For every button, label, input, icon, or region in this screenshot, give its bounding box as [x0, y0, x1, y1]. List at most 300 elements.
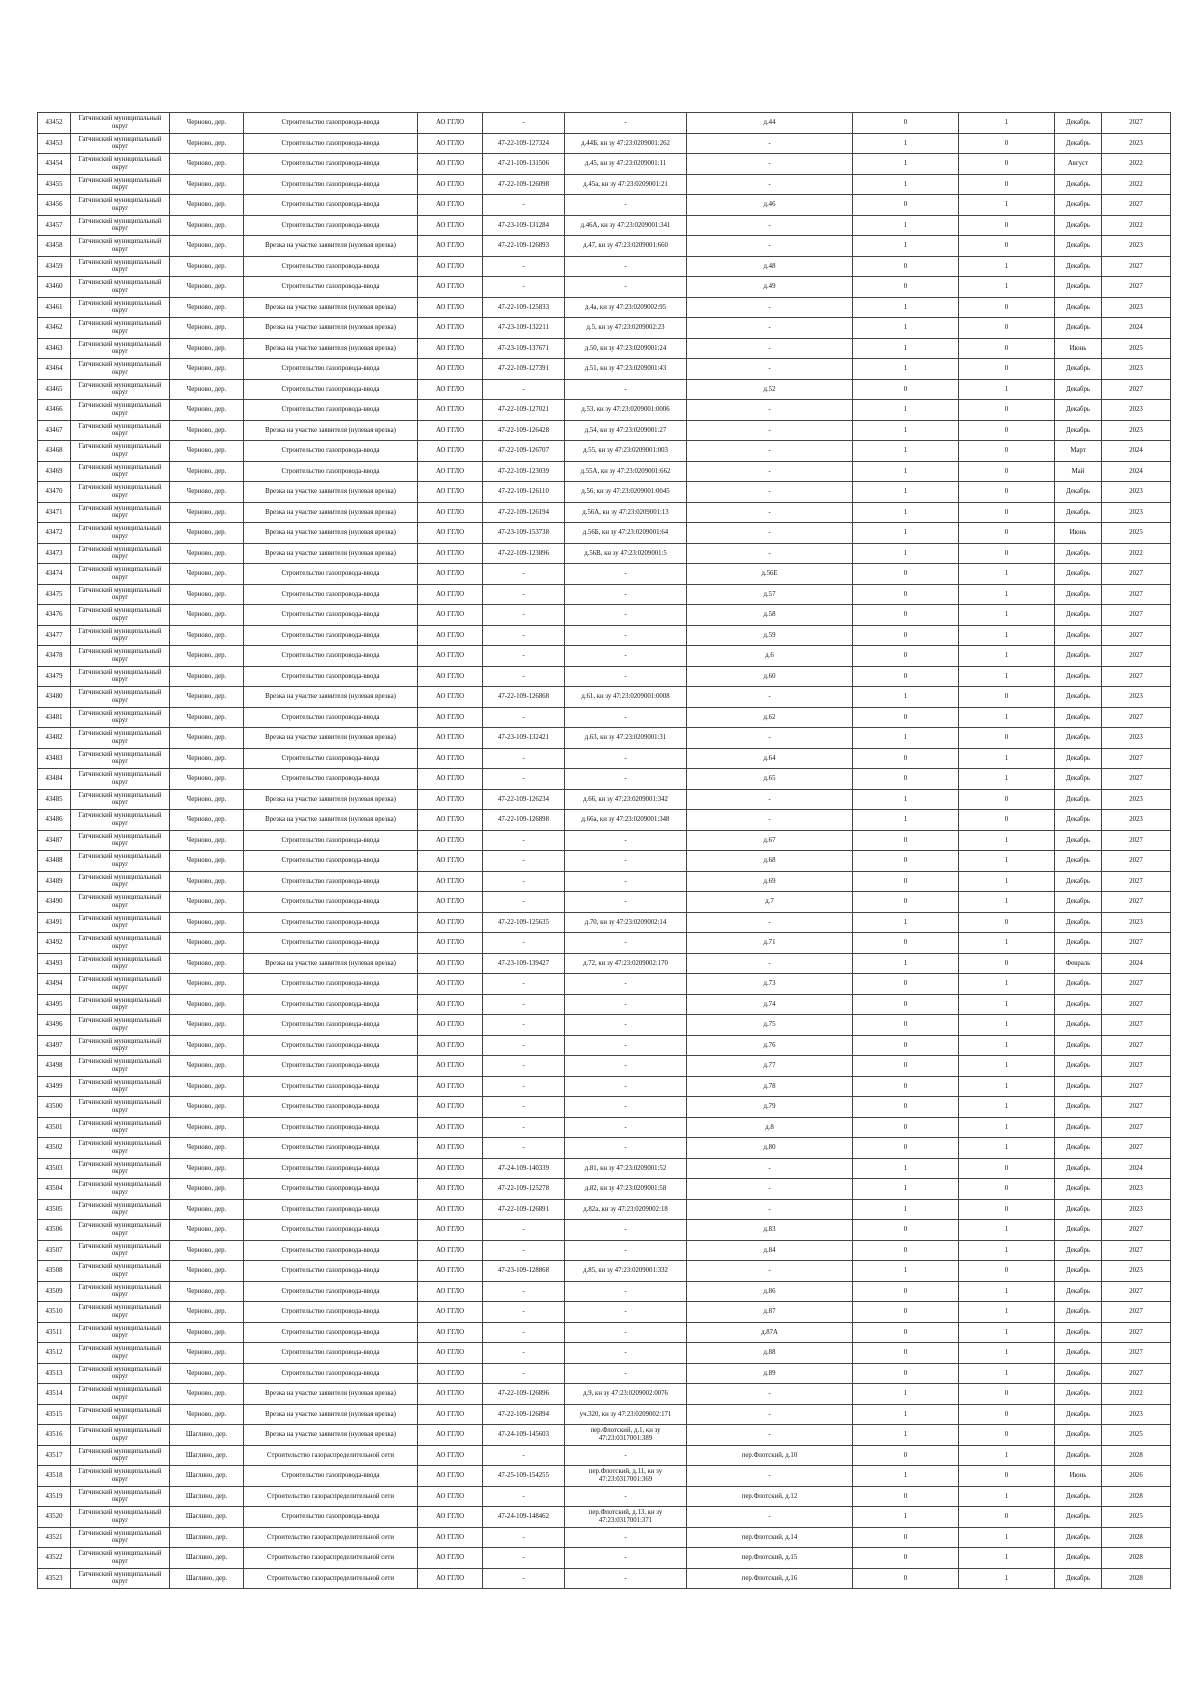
table-row: [38, 1384, 1171, 1405]
table-row: [38, 1220, 1171, 1241]
land-plot-address-cell: д.54, кн зу 47:23:0209001:27: [565, 420, 687, 441]
municipal-district-cell: Гатчинский муниципальный округ: [71, 625, 170, 646]
completion-year-cell: 2027: [1102, 1240, 1171, 1261]
settlement-cell: Черново, дер.: [170, 215, 244, 236]
settlement-cell: Черново, дер.: [170, 810, 244, 831]
completion-year-cell: 2027: [1102, 1117, 1171, 1138]
table-row: [38, 871, 1171, 892]
land-plot-address-cell: д.47, кн зу 47:23:0209001:660: [565, 236, 687, 257]
row-number-cell: 43513: [38, 1363, 71, 1384]
planned-count-cell: 1: [959, 1343, 1055, 1364]
completion-year-cell: 2027: [1102, 113, 1171, 134]
municipal-district-cell: Гатчинский муниципальный округ: [71, 543, 170, 564]
settlement-cell: Черново, дер.: [170, 338, 244, 359]
planned-address-cell: д.57: [687, 584, 853, 605]
planned-address-cell: д.87А: [687, 1322, 853, 1343]
municipal-district-cell: Гатчинский муниципальный округ: [71, 564, 170, 585]
completion-month-cell: Декабрь: [1055, 1302, 1102, 1323]
connected-count-cell: 1: [853, 687, 959, 708]
completion-year-cell: 2027: [1102, 1343, 1171, 1364]
table-row: [38, 154, 1171, 175]
planned-count-cell: 0: [959, 400, 1055, 421]
operator-cell: АО ГГЛО: [418, 1548, 483, 1569]
land-plot-address-cell: -: [565, 851, 687, 872]
completion-year-cell: 2023: [1102, 359, 1171, 380]
row-number-cell: 43508: [38, 1261, 71, 1282]
row-number-cell: 43503: [38, 1158, 71, 1179]
planned-count-cell: 1: [959, 625, 1055, 646]
land-plot-address-cell: -: [565, 1117, 687, 1138]
completion-year-cell: 2026: [1102, 1466, 1171, 1487]
application-number-cell: 47-22-109-127021: [483, 400, 565, 421]
settlement-cell: Черново, дер.: [170, 748, 244, 769]
land-plot-address-cell: д.9, кн зу 47:23:0209002:0076: [565, 1384, 687, 1405]
planned-address-cell: -: [687, 482, 853, 503]
operator-cell: АО ГГЛО: [418, 830, 483, 851]
planned-count-cell: 0: [959, 953, 1055, 974]
municipal-district-cell: Гатчинский муниципальный округ: [71, 420, 170, 441]
land-plot-address-cell: -: [565, 1076, 687, 1097]
row-number-cell: 43487: [38, 830, 71, 851]
completion-year-cell: 2022: [1102, 1384, 1171, 1405]
row-number-cell: 43486: [38, 810, 71, 831]
work-type-cell: Врезка на участке заявителя (нулевая врезка): [244, 953, 418, 974]
planned-address-cell: пер.Флотский, д.10: [687, 1445, 853, 1466]
row-number-cell: 43482: [38, 728, 71, 749]
completion-year-cell: 2023: [1102, 400, 1171, 421]
planned-count-cell: 0: [959, 133, 1055, 154]
work-type-cell: Врезка на участке заявителя (нулевая врезка): [244, 523, 418, 544]
municipal-district-cell: Гатчинский муниципальный округ: [71, 1138, 170, 1159]
work-type-cell: Врезка на участке заявителя (нулевая врезка): [244, 297, 418, 318]
operator-cell: АО ГГЛО: [418, 1363, 483, 1384]
completion-month-cell: Декабрь: [1055, 584, 1102, 605]
completion-year-cell: 2027: [1102, 871, 1171, 892]
settlement-cell: Черново, дер.: [170, 1240, 244, 1261]
table-row: [38, 482, 1171, 503]
completion-year-cell: 2027: [1102, 666, 1171, 687]
municipal-district-cell: Гатчинский муниципальный округ: [71, 1548, 170, 1569]
completion-month-cell: Декабрь: [1055, 1384, 1102, 1405]
municipal-district-cell: Гатчинский муниципальный округ: [71, 1445, 170, 1466]
connected-count-cell: 0: [853, 1138, 959, 1159]
operator-cell: АО ГГЛО: [418, 174, 483, 195]
operator-cell: АО ГГЛО: [418, 1466, 483, 1487]
completion-month-cell: Декабрь: [1055, 974, 1102, 995]
operator-cell: АО ГГЛО: [418, 400, 483, 421]
work-type-cell: Строительство газопровода-ввода: [244, 1343, 418, 1364]
settlement-cell: Черново, дер.: [170, 1199, 244, 1220]
operator-cell: АО ГГЛО: [418, 687, 483, 708]
connected-count-cell: 1: [853, 1466, 959, 1487]
land-plot-address-cell: д.66, кн зу 47:23:0209001:342: [565, 789, 687, 810]
municipal-district-cell: Гатчинский муниципальный округ: [71, 154, 170, 175]
table-row: [38, 400, 1171, 421]
connected-count-cell: 0: [853, 851, 959, 872]
table-row: [38, 359, 1171, 380]
planned-address-cell: д.62: [687, 707, 853, 728]
planned-count-cell: 0: [959, 1425, 1055, 1446]
completion-year-cell: 2027: [1102, 933, 1171, 954]
operator-cell: АО ГГЛО: [418, 1425, 483, 1446]
settlement-cell: Черново, дер.: [170, 584, 244, 605]
planned-count-cell: 1: [959, 748, 1055, 769]
municipal-district-cell: Гатчинский муниципальный округ: [71, 1117, 170, 1138]
land-plot-address-cell: -: [565, 379, 687, 400]
completion-year-cell: 2027: [1102, 256, 1171, 277]
application-number-cell: 47-22-109-123896: [483, 543, 565, 564]
completion-month-cell: Декабрь: [1055, 1015, 1102, 1036]
planned-count-cell: 1: [959, 1097, 1055, 1118]
completion-year-cell: 2027: [1102, 195, 1171, 216]
planned-address-cell: д.86: [687, 1281, 853, 1302]
land-plot-address-cell: -: [565, 769, 687, 790]
work-type-cell: Строительство газопровода-ввода: [244, 1281, 418, 1302]
application-number-cell: -: [483, 584, 565, 605]
row-number-cell: 43518: [38, 1466, 71, 1487]
operator-cell: АО ГГЛО: [418, 584, 483, 605]
planned-count-cell: 0: [959, 236, 1055, 257]
table-row: [38, 974, 1171, 995]
connected-count-cell: 0: [853, 379, 959, 400]
row-number-cell: 43511: [38, 1322, 71, 1343]
work-type-cell: Строительство газопровода-ввода: [244, 113, 418, 134]
land-plot-address-cell: -: [565, 994, 687, 1015]
municipal-district-cell: Гатчинский муниципальный округ: [71, 933, 170, 954]
connected-count-cell: 0: [853, 707, 959, 728]
row-number-cell: 43491: [38, 912, 71, 933]
land-plot-address-cell: -: [565, 974, 687, 995]
settlement-cell: Черново, дер.: [170, 318, 244, 339]
work-type-cell: Врезка на участке заявителя (нулевая врезка): [244, 543, 418, 564]
land-plot-address-cell: -: [565, 1281, 687, 1302]
row-number-cell: 43510: [38, 1302, 71, 1323]
land-plot-address-cell: д.50, кн зу 47:23:0209001:24: [565, 338, 687, 359]
land-plot-address-cell: -: [565, 113, 687, 134]
settlement-cell: Черново, дер.: [170, 1343, 244, 1364]
row-number-cell: 43496: [38, 1015, 71, 1036]
row-number-cell: 43478: [38, 646, 71, 667]
completion-year-cell: 2023: [1102, 687, 1171, 708]
completion-month-cell: Декабрь: [1055, 810, 1102, 831]
completion-month-cell: Декабрь: [1055, 318, 1102, 339]
settlement-cell: Черново, дер.: [170, 297, 244, 318]
municipal-district-cell: Гатчинский муниципальный округ: [71, 810, 170, 831]
planned-count-cell: 1: [959, 1015, 1055, 1036]
completion-year-cell: 2027: [1102, 1220, 1171, 1241]
row-number-cell: 43514: [38, 1384, 71, 1405]
work-type-cell: Строительство газопровода-ввода: [244, 707, 418, 728]
planned-count-cell: 1: [959, 830, 1055, 851]
planned-count-cell: 0: [959, 154, 1055, 175]
work-type-cell: Строительство газопровода-ввода: [244, 1322, 418, 1343]
application-number-cell: -: [483, 994, 565, 1015]
settlement-cell: Черново, дер.: [170, 1322, 244, 1343]
planned-address-cell: -: [687, 400, 853, 421]
table-row: [38, 851, 1171, 872]
planned-address-cell: д.87: [687, 1302, 853, 1323]
operator-cell: АО ГГЛО: [418, 1384, 483, 1405]
table-row: [38, 1486, 1171, 1507]
row-number-cell: 43490: [38, 892, 71, 913]
completion-month-cell: Декабрь: [1055, 236, 1102, 257]
connected-count-cell: 1: [853, 912, 959, 933]
planned-count-cell: 0: [959, 728, 1055, 749]
municipal-district-cell: Гатчинский муниципальный округ: [71, 1404, 170, 1425]
planned-count-cell: 1: [959, 1281, 1055, 1302]
row-number-cell: 43462: [38, 318, 71, 339]
work-type-cell: Строительство газопровода-ввода: [244, 1220, 418, 1241]
planned-address-cell: пер.Флотский, д.12: [687, 1486, 853, 1507]
land-plot-address-cell: д.63, кн зу 47:23:0209001:31: [565, 728, 687, 749]
land-plot-address-cell: д.56, кн зу 47:23:0209001:0045: [565, 482, 687, 503]
planned-count-cell: 0: [959, 687, 1055, 708]
municipal-district-cell: Гатчинский муниципальный округ: [71, 1343, 170, 1364]
operator-cell: АО ГГЛО: [418, 1158, 483, 1179]
work-type-cell: Строительство газопровода-ввода: [244, 133, 418, 154]
municipal-district-cell: Гатчинский муниципальный округ: [71, 256, 170, 277]
municipal-district-cell: Гатчинский муниципальный округ: [71, 297, 170, 318]
connected-count-cell: 0: [853, 666, 959, 687]
operator-cell: АО ГГЛО: [418, 1322, 483, 1343]
connected-count-cell: 1: [853, 297, 959, 318]
table-row: [38, 1117, 1171, 1138]
municipal-district-cell: Гатчинский муниципальный округ: [71, 830, 170, 851]
operator-cell: АО ГГЛО: [418, 851, 483, 872]
completion-year-cell: 2027: [1102, 584, 1171, 605]
operator-cell: АО ГГЛО: [418, 502, 483, 523]
application-number-cell: 47-22-109-125278: [483, 1179, 565, 1200]
planned-address-cell: -: [687, 174, 853, 195]
completion-month-cell: Декабрь: [1055, 892, 1102, 913]
work-type-cell: Строительство газопровода-ввода: [244, 748, 418, 769]
planned-address-cell: -: [687, 236, 853, 257]
planned-address-cell: д.68: [687, 851, 853, 872]
municipal-district-cell: Гатчинский муниципальный округ: [71, 1281, 170, 1302]
land-plot-address-cell: -: [565, 584, 687, 605]
row-number-cell: 43492: [38, 933, 71, 954]
connected-count-cell: 1: [853, 789, 959, 810]
municipal-district-cell: Гатчинский муниципальный округ: [71, 1568, 170, 1589]
completion-month-cell: Август: [1055, 154, 1102, 175]
completion-year-cell: 2027: [1102, 769, 1171, 790]
land-plot-address-cell: -: [565, 277, 687, 298]
planned-count-cell: 0: [959, 359, 1055, 380]
operator-cell: АО ГГЛО: [418, 974, 483, 995]
application-number-cell: -: [483, 748, 565, 769]
completion-month-cell: Декабрь: [1055, 646, 1102, 667]
planned-count-cell: 1: [959, 1363, 1055, 1384]
connected-count-cell: 1: [853, 359, 959, 380]
planned-address-cell: пер.Флотский, д.14: [687, 1527, 853, 1548]
table-row: [38, 605, 1171, 626]
planned-count-cell: 0: [959, 1179, 1055, 1200]
completion-year-cell: 2025: [1102, 338, 1171, 359]
planned-address-cell: -: [687, 543, 853, 564]
work-type-cell: Врезка на участке заявителя (нулевая врезка): [244, 687, 418, 708]
municipal-district-cell: Гатчинский муниципальный округ: [71, 1076, 170, 1097]
connected-count-cell: 0: [853, 1548, 959, 1569]
row-number-cell: 43454: [38, 154, 71, 175]
planned-count-cell: 1: [959, 1076, 1055, 1097]
application-number-cell: -: [483, 1568, 565, 1589]
application-number-cell: -: [483, 707, 565, 728]
operator-cell: АО ГГЛО: [418, 1527, 483, 1548]
land-plot-address-cell: -: [565, 1343, 687, 1364]
land-plot-address-cell: -: [565, 871, 687, 892]
municipal-district-cell: Гатчинский муниципальный округ: [71, 400, 170, 421]
table-row: [38, 523, 1171, 544]
application-number-cell: 47-24-109-148462: [483, 1507, 565, 1528]
completion-year-cell: 2023: [1102, 297, 1171, 318]
row-number-cell: 43477: [38, 625, 71, 646]
row-number-cell: 43470: [38, 482, 71, 503]
application-number-cell: 47-22-109-126707: [483, 441, 565, 462]
table-row: [38, 1568, 1171, 1589]
land-plot-address-cell: д.61, кн зу 47:23:0209001:0008: [565, 687, 687, 708]
municipal-district-cell: Гатчинский муниципальный округ: [71, 1322, 170, 1343]
planned-address-cell: д.49: [687, 277, 853, 298]
land-plot-address-cell: -: [565, 256, 687, 277]
completion-year-cell: 2023: [1102, 912, 1171, 933]
completion-month-cell: Декабрь: [1055, 564, 1102, 585]
completion-month-cell: Декабрь: [1055, 256, 1102, 277]
planned-count-cell: 0: [959, 1384, 1055, 1405]
row-number-cell: 43493: [38, 953, 71, 974]
municipal-district-cell: Гатчинский муниципальный округ: [71, 974, 170, 995]
completion-year-cell: 2027: [1102, 974, 1171, 995]
connected-count-cell: 1: [853, 1507, 959, 1528]
municipal-district-cell: Гатчинский муниципальный округ: [71, 1015, 170, 1036]
settlement-cell: Черново, дер.: [170, 605, 244, 626]
application-number-cell: -: [483, 1343, 565, 1364]
completion-month-cell: Декабрь: [1055, 277, 1102, 298]
completion-year-cell: 2027: [1102, 1363, 1171, 1384]
settlement-cell: Шаглино, дер.: [170, 1445, 244, 1466]
operator-cell: АО ГГЛО: [418, 1117, 483, 1138]
row-number-cell: 43466: [38, 400, 71, 421]
completion-year-cell: 2025: [1102, 1425, 1171, 1446]
settlement-cell: Черново, дер.: [170, 113, 244, 134]
land-plot-address-cell: д.81, кн зу 47:23:0209001:52: [565, 1158, 687, 1179]
planned-address-cell: д.67: [687, 830, 853, 851]
operator-cell: АО ГГЛО: [418, 1015, 483, 1036]
table-row: [38, 297, 1171, 318]
planned-address-cell: -: [687, 687, 853, 708]
completion-year-cell: 2023: [1102, 1199, 1171, 1220]
operator-cell: АО ГГЛО: [418, 1507, 483, 1528]
table-row: [38, 789, 1171, 810]
row-number-cell: 43467: [38, 420, 71, 441]
completion-year-cell: 2027: [1102, 605, 1171, 626]
planned-address-cell: -: [687, 154, 853, 175]
municipal-district-cell: Гатчинский муниципальный округ: [71, 769, 170, 790]
work-type-cell: Врезка на участке заявителя (нулевая врезка): [244, 1384, 418, 1405]
application-number-cell: -: [483, 1445, 565, 1466]
completion-year-cell: 2027: [1102, 1322, 1171, 1343]
settlement-cell: Черново, дер.: [170, 625, 244, 646]
application-number-cell: -: [483, 871, 565, 892]
work-type-cell: Строительство газопровода-ввода: [244, 892, 418, 913]
connected-count-cell: 0: [853, 584, 959, 605]
connected-count-cell: 1: [853, 728, 959, 749]
row-number-cell: 43471: [38, 502, 71, 523]
row-number-cell: 43520: [38, 1507, 71, 1528]
table-row: [38, 1302, 1171, 1323]
connected-count-cell: 0: [853, 933, 959, 954]
row-number-cell: 43480: [38, 687, 71, 708]
municipal-district-cell: Гатчинский муниципальный округ: [71, 338, 170, 359]
operator-cell: АО ГГЛО: [418, 277, 483, 298]
row-number-cell: 43473: [38, 543, 71, 564]
gasification-schedule-table: [37, 112, 1171, 1589]
land-plot-address-cell: д.56А, кн зу 47:23:0209001:13: [565, 502, 687, 523]
operator-cell: АО ГГЛО: [418, 1445, 483, 1466]
settlement-cell: Черново, дер.: [170, 1158, 244, 1179]
connected-count-cell: 0: [853, 195, 959, 216]
settlement-cell: Шаглино, дер.: [170, 1466, 244, 1487]
table-row: [38, 174, 1171, 195]
connected-count-cell: 1: [853, 461, 959, 482]
row-number-cell: 43515: [38, 1404, 71, 1425]
row-number-cell: 43481: [38, 707, 71, 728]
municipal-district-cell: Гатчинский муниципальный округ: [71, 953, 170, 974]
application-number-cell: 47-23-109-132211: [483, 318, 565, 339]
planned-count-cell: 1: [959, 113, 1055, 134]
connected-count-cell: 0: [853, 1363, 959, 1384]
settlement-cell: Черново, дер.: [170, 666, 244, 687]
row-number-cell: 43459: [38, 256, 71, 277]
settlement-cell: Шаглино, дер.: [170, 1568, 244, 1589]
completion-month-cell: Декабрь: [1055, 625, 1102, 646]
planned-address-cell: -: [687, 215, 853, 236]
application-number-cell: -: [483, 1281, 565, 1302]
planned-address-cell: д.60: [687, 666, 853, 687]
municipal-district-cell: Гатчинский муниципальный округ: [71, 646, 170, 667]
completion-year-cell: 2023: [1102, 789, 1171, 810]
completion-month-cell: Декабрь: [1055, 912, 1102, 933]
work-type-cell: Строительство газораспределительной сети: [244, 1527, 418, 1548]
application-number-cell: -: [483, 605, 565, 626]
row-number-cell: 43488: [38, 851, 71, 872]
operator-cell: АО ГГЛО: [418, 379, 483, 400]
work-type-cell: Строительство газопровода-ввода: [244, 359, 418, 380]
municipal-district-cell: Гатчинский муниципальный округ: [71, 707, 170, 728]
settlement-cell: Черново, дер.: [170, 687, 244, 708]
completion-year-cell: 2028: [1102, 1445, 1171, 1466]
planned-address-cell: д.48: [687, 256, 853, 277]
table-row: [38, 810, 1171, 831]
planned-address-cell: -: [687, 789, 853, 810]
table-row: [38, 461, 1171, 482]
planned-address-cell: д.76: [687, 1035, 853, 1056]
work-type-cell: Строительство газопровода-ввода: [244, 256, 418, 277]
table-row: [38, 707, 1171, 728]
row-number-cell: 43483: [38, 748, 71, 769]
connected-count-cell: 1: [853, 1384, 959, 1405]
row-number-cell: 43468: [38, 441, 71, 462]
operator-cell: АО ГГЛО: [418, 810, 483, 831]
settlement-cell: Черново, дер.: [170, 256, 244, 277]
completion-year-cell: 2023: [1102, 1404, 1171, 1425]
planned-count-cell: 1: [959, 1548, 1055, 1569]
land-plot-address-cell: -: [565, 707, 687, 728]
settlement-cell: Черново, дер.: [170, 564, 244, 585]
row-number-cell: 43495: [38, 994, 71, 1015]
land-plot-address-cell: д.72, кн зу 47:23:0209002:170: [565, 953, 687, 974]
settlement-cell: Черново, дер.: [170, 789, 244, 810]
work-type-cell: Строительство газопровода-ввода: [244, 1138, 418, 1159]
